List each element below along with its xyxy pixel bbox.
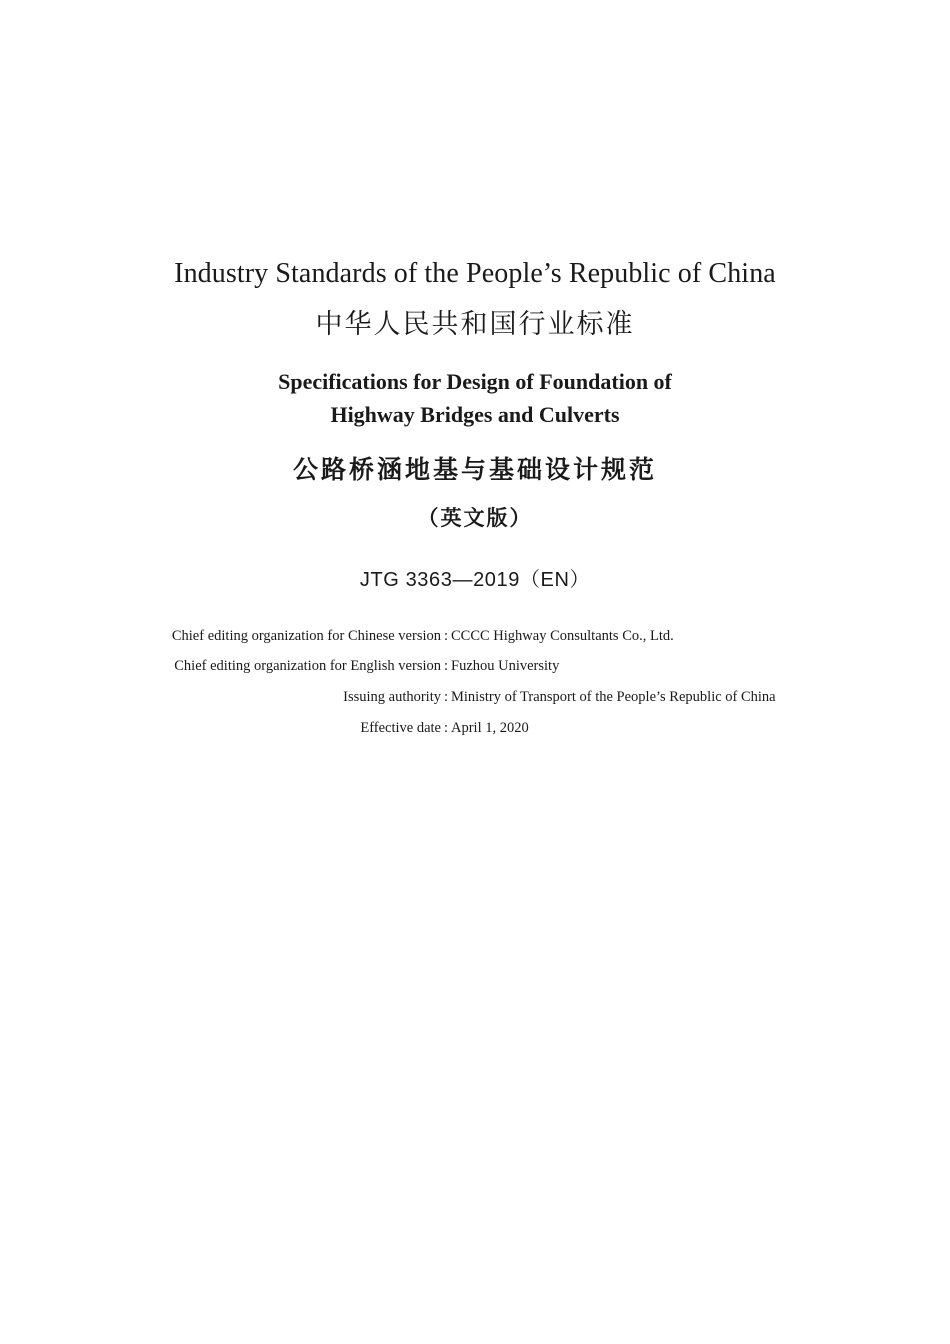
chief-editor-english-label: Chief editing organization for English version <box>174 658 441 674</box>
separator: : <box>443 658 449 674</box>
separator: : <box>443 689 449 705</box>
standard-code: JTG 3363—2019（EN） <box>359 569 591 591</box>
issuing-authority-row <box>0 689 776 706</box>
standard-series-chinese: 中华人民共和国行业标准 <box>315 309 635 340</box>
edition-label: （英文版） <box>417 506 533 530</box>
effective-date-row <box>0 720 529 737</box>
issuing-authority-label: Issuing authority <box>343 689 441 705</box>
separator: : <box>443 720 449 736</box>
chief-editor-english-value: Fuzhou University <box>451 658 560 674</box>
document-title-english-line-1: Specifications for Design of Foundation of <box>278 369 672 394</box>
effective-date-value: April 1, 2020 <box>451 720 529 736</box>
effective-date-label: Effective date <box>360 720 441 736</box>
document-title-english <box>0 365 950 431</box>
document-title-chinese: 公路桥涵地基与基础设计规范 <box>292 455 657 484</box>
chief-editor-chinese-row <box>0 628 674 645</box>
chief-editor-english-row <box>0 658 559 675</box>
issuing-authority-value: Ministry of Transport of the People’s Republic of China <box>451 689 776 705</box>
document-title-english-line-2: Highway Bridges and Culverts <box>330 402 620 427</box>
chief-editor-chinese-value: CCCC Highway Consultants Co., Ltd. <box>451 628 674 644</box>
standard-series-english: Industry Standards of the People’s Republic of China <box>174 258 776 289</box>
chief-editor-chinese-label: Chief editing organization for Chinese version <box>171 628 441 644</box>
separator: : <box>443 628 449 644</box>
